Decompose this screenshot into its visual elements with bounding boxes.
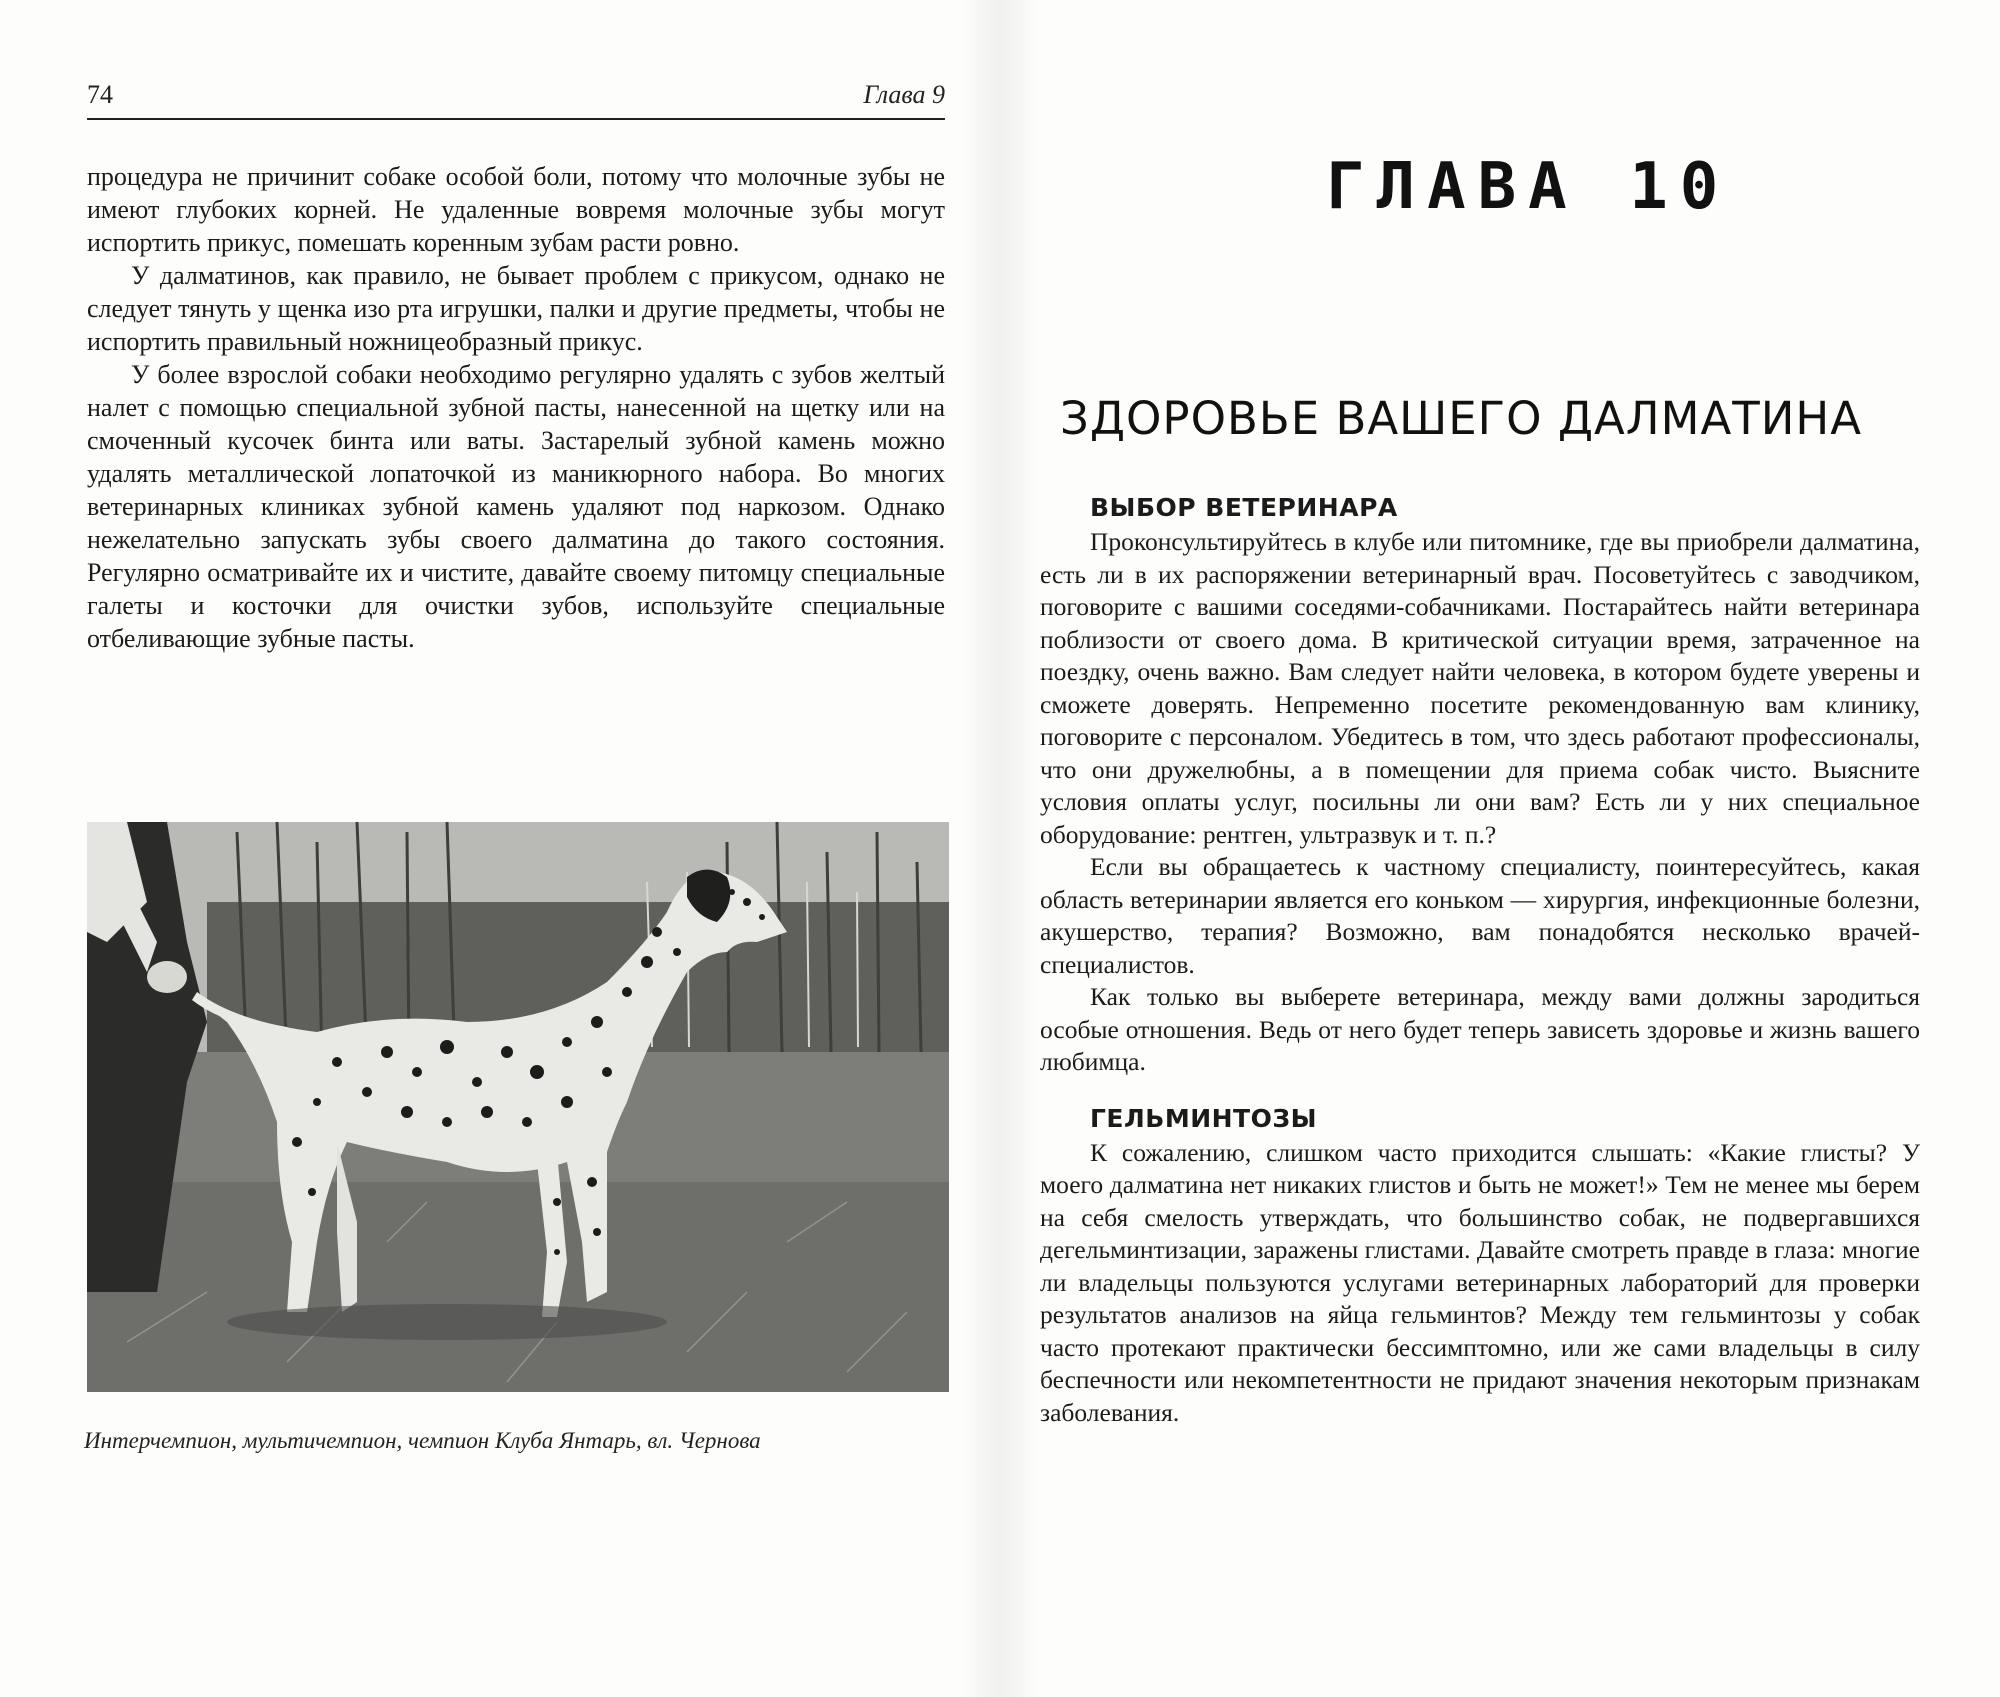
section-heading: ВЫБОР ВЕТЕРИНАРА <box>1090 493 1398 522</box>
paragraph: процедура не причинит собаке особой боли, потому что молочные зубы не имеют глубоких корней. Не удаленные вовремя молочные зубы могут испортить прикус, помешать коренным зубам расти ровно. <box>87 162 945 257</box>
paragraph: Как только вы выберете ветеринара, между вами должны зародиться особые отношения. Ведь от него будет теперь зависеть здоровье и жизнь вашего любимца. <box>1040 982 1920 1076</box>
chapter-label: ГЛАВА 10 <box>1326 150 1731 224</box>
paragraph: У далматинов, как правило, не бывает проблем с прикусом, однако не следует тянуть у щенка изо рта игрушки, палки и другие предметы, чтобы не испортить правильный ножницеобразный прикус. <box>87 261 945 356</box>
photo-caption: Интерчемпион, мультичемпион, чемпион Клуба Янтарь, вл. Чернова <box>84 1428 761 1453</box>
left-body-text <box>87 160 945 655</box>
section-heading: ГЕЛЬМИНТОЗЫ <box>1090 1103 1318 1133</box>
page-number: 74 <box>87 80 113 109</box>
paragraph: У более взрослой собаки необходимо регулярно удалять с зубов желтый налет с помощью специальной зубной пасты, нанесенной на щетку или на смоченный кусочек бинта или ваты. Застарелый зубной камень можно удалять металлической лопаточкой из маникюрного набора. Во многих ветеринарных клиниках зубной камень удаляют под наркозом. Однако нежелательно запускать зубы своего далматина до такого состояния. Регулярно осматривайте их и чистите, давайте своему питомцу специальные галеты и косточки для очистки зубов, используйте специальные отбеливающие зубные пасты. <box>87 360 945 653</box>
left-page <box>87 70 945 655</box>
gutter-shadow <box>960 0 1040 1697</box>
running-header <box>87 70 945 120</box>
paragraph: К сожалению, слишком часто приходится слышать: «Какие глисты? У моего далматина нет никаких глистов и быть не может!» Тем не менее мы берем на себя смелость утверждать, что большинство собак, не подвергавшихся дегельминтизации, заражены глистами. Давайте смотреть правде в глаза: многие ли владельцы пользуются услугами ветеринарных лабораторий для проверки результатов анализов на яйца гельминтов? Между тем гельминтозы у собак часто протекают практически бессимптомно, или же сами владельцы в силу беспечности или некомпетентности не придают значения некоторым признакам заболевания. <box>1040 1137 1920 1427</box>
paragraph: Проконсультируйтесь в клубе или питомнике, где вы приобрели далматина, есть ли в их распоряжении ветеринарный врач. Посоветуйтесь с заводчиком, поговорите с вашими соседями-собачниками. Постарайтесь найти ветеринара поблизости от своего дома. В критической ситуации время, затраченное на поездку, очень важно. Вам следует найти человека, в котором будете уверены и сможете доверять. Непременно посетите рекомендованную вам клинику, поговорите с персоналом. Убедитесь в том, что здесь работают профессионалы, что они дружелюбны, а в помещении для приема собак чисто. Выясните условия оплаты услуг, посильны ли они вам? Есть ли у них специальное оборудование: рентген, ультразвук и т. п.? <box>1040 527 1920 849</box>
paragraph: Если вы обращаетесь к частному специалисту, поинтересуйтесь, какая область ветеринарии является его коньком — хирургия, инфекционные болезни, акушерство, терапия? Возможно, вам понадобятся несколько врачей-специалистов. <box>1040 852 1920 979</box>
right-body-text <box>1040 490 1920 1429</box>
dalmatian-photo <box>87 822 949 1392</box>
running-title: Глава 9 <box>863 80 945 109</box>
chapter-title: ЗДОРОВЬЕ ВАШЕГО ДАЛМАТИНА <box>1060 392 1862 445</box>
